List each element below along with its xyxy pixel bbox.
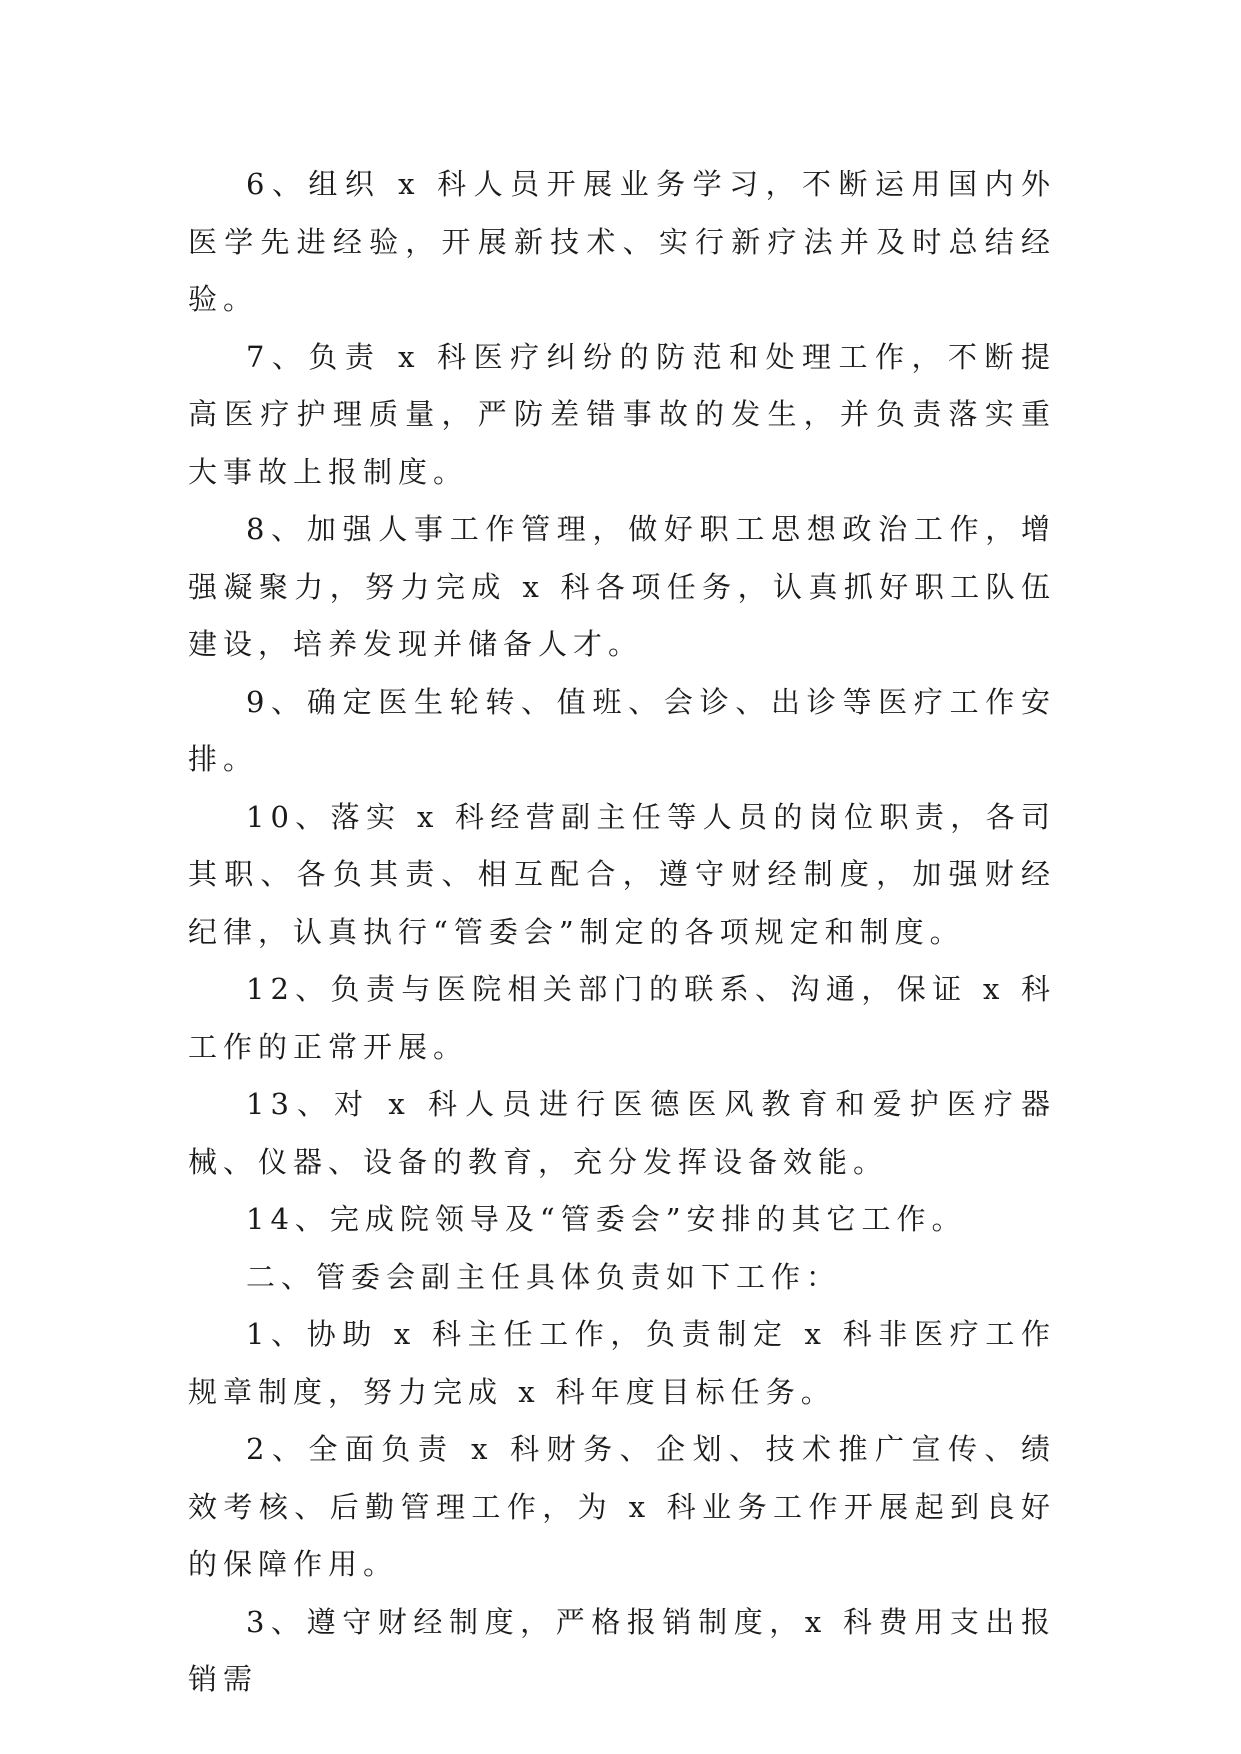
paragraph-item-14: 14、完成院领导及“管委会”安排的其它工作。 [246, 1202, 967, 1236]
paragraph-item-1: 1、协助 x 科主任工作，负责制定 x 科非医疗工作规章制度，努力完成 x 科年度目标任务。 [188, 1317, 1056, 1409]
paragraph-item-9: 9、确定医生轮转、值班、会诊、出诊等医疗工作安排。 [188, 684, 1056, 776]
paragraph-item-3: 3、遵守财经制度，严格报销制度，x 科费用支出报销需 [188, 1604, 1056, 1696]
paragraph-item-2: 2、全面负责 x 科财务、企划、技术推广宣传、绩效考核、后勤管理工作，为 x 科业务工作开展起到良好的保障作用。 [188, 1432, 1056, 1581]
paragraph-item-13: 13、对 x 科人员进行医德医风教育和爱护医疗器械、仪器、设备的教育，充分发挥设备效能。 [188, 1087, 1056, 1179]
paragraph-item-7: 7、负责 x 科医疗纠纷的防范和处理工作，不断提高医疗护理质量，严防差错事故的发生，并负责落实重大事故上报制度。 [188, 339, 1056, 489]
paragraph-item-6: 6、组织 x 科人员开展业务学习，不断运用国内外医学先进经验，开展新技术、实行新疗法并及时总结经验。 [188, 167, 1056, 316]
paragraph-item-12: 12、负责与医院相关部门的联系、沟通，保证 x 科工作的正常开展。 [188, 972, 1056, 1064]
section-heading-vice-director: 二、管委会副主任具体负责如下工作： [246, 1259, 842, 1294]
paragraph-item-10: 10、落实 x 科经营副主任等人员的岗位职责，各司其职、各负其责、相互配合，遵守财经制度，加强财经纪律，认真执行“管委会”制定的各项规定和制度。 [188, 799, 1056, 949]
paragraph-item-8: 8、加强人事工作管理，做好职工思想政治工作，增强凝聚力，努力完成 x 科各项任务，认真抓好职工队伍建设，培养发现并储备人才。 [188, 512, 1056, 661]
document-body [188, 156, 1056, 1709]
